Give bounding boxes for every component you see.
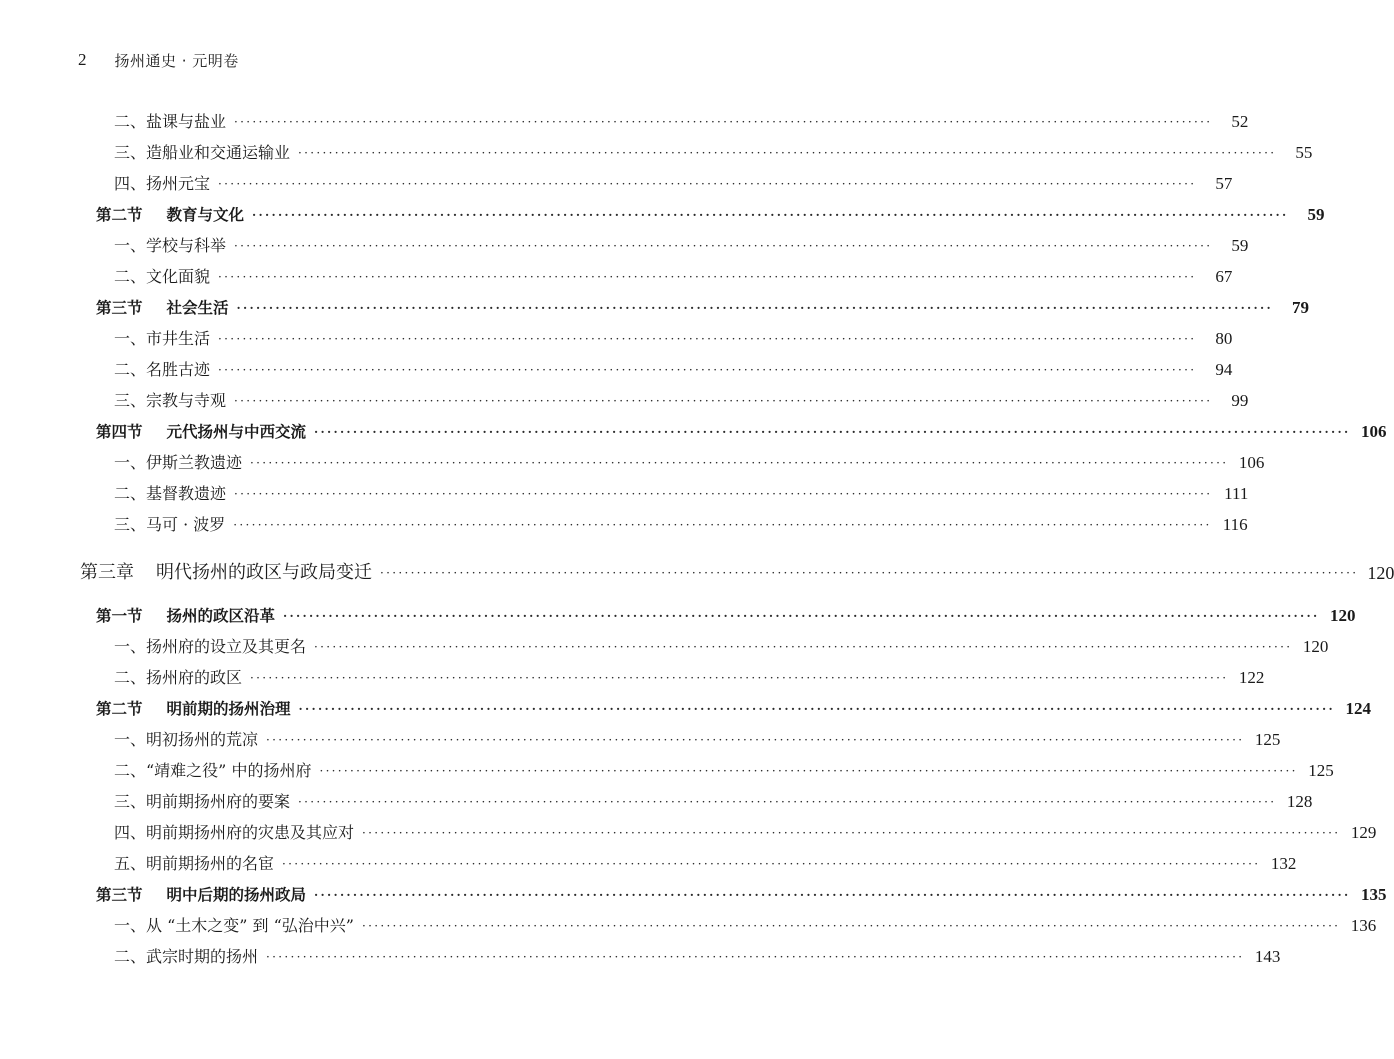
section-number: 第二节 xyxy=(96,700,143,718)
dot-leader: ································································································································································ xyxy=(314,640,1293,654)
entry-page-number: 120 xyxy=(1302,637,1329,656)
entry-page-number: 129 xyxy=(1350,823,1377,842)
entry-label: 四、明前期扬州府的灾患及其应对 xyxy=(114,823,355,842)
toc-entry[interactable] xyxy=(114,789,1313,813)
chapter-heading xyxy=(80,562,372,584)
entry-label: 一、学校与科举 xyxy=(114,236,227,255)
entry-page-number: 132 xyxy=(1270,854,1297,873)
dot-leader: ································································································································································ xyxy=(266,950,1245,964)
toc-entry[interactable] xyxy=(114,388,1249,412)
toc-entry[interactable] xyxy=(114,140,1313,164)
dot-leader: ································································································································································ xyxy=(319,764,1298,778)
toc-section-entry[interactable] xyxy=(96,603,1356,627)
entry-page-number: 128 xyxy=(1286,792,1313,811)
section-heading xyxy=(96,297,229,319)
toc-chapter-entry[interactable] xyxy=(80,556,1394,584)
entry-page-number: 52 xyxy=(1231,112,1249,131)
toc-entry[interactable] xyxy=(114,634,1329,658)
toc-entry[interactable] xyxy=(114,450,1265,474)
dot-leader: ································································································································································ xyxy=(314,425,1351,439)
section-number: 第四节 xyxy=(96,423,143,441)
toc-entry[interactable] xyxy=(114,727,1281,751)
section-title: 扬州的政区沿革 xyxy=(166,607,276,625)
chapter-title: 明代扬州的政区与政局变迁 xyxy=(156,562,372,583)
dot-leader: ································································································································································ xyxy=(361,919,1341,933)
toc-section-entry[interactable] xyxy=(96,696,1371,720)
entry-page-number: 80 xyxy=(1215,329,1233,348)
dot-leader: ································································································································································ xyxy=(298,702,1335,716)
entry-page-number: 136 xyxy=(1350,916,1377,935)
entry-page-number: 125 xyxy=(1308,761,1334,780)
section-heading xyxy=(96,204,244,226)
dot-leader: ································································································································································ xyxy=(218,363,1197,377)
dot-leader: ································································································································································ xyxy=(314,888,1351,902)
entry-label: 一、市井生活 xyxy=(114,329,211,348)
entry-label: 二、名胜古迹 xyxy=(114,360,211,379)
toc-entry[interactable] xyxy=(114,357,1233,381)
dot-leader: ································································································································································ xyxy=(298,146,1277,160)
entry-page-number: 106 xyxy=(1360,422,1387,441)
entry-label: 四、扬州元宝 xyxy=(114,174,211,193)
dot-leader: ································································································································································ xyxy=(362,826,1341,840)
section-number: 第一节 xyxy=(96,607,143,625)
entry-label: 一、从 “土木之变” 到 “弘治中兴” xyxy=(114,916,354,935)
header-book-title: 扬州通史 · 元明卷 xyxy=(114,51,239,70)
toc-entry[interactable] xyxy=(114,481,1249,505)
toc-entry[interactable] xyxy=(114,109,1249,133)
toc-entry[interactable] xyxy=(114,665,1265,689)
entry-label: 二、武宗时期的扬州 xyxy=(114,947,259,966)
entry-page-number: 122 xyxy=(1238,668,1265,687)
toc-section-entry[interactable] xyxy=(96,202,1325,226)
dot-leader: ································································································································································ xyxy=(380,566,1359,580)
section-number: 第三节 xyxy=(96,886,143,904)
section-number: 第三节 xyxy=(96,299,143,317)
section-title: 社会生活 xyxy=(166,299,229,317)
section-heading xyxy=(96,605,275,627)
dot-leader: ································································································································································ xyxy=(218,332,1197,346)
toc-entry[interactable] xyxy=(114,326,1233,350)
section-title: 元代扬州与中西交流 xyxy=(166,423,307,441)
entry-label: 三、马可 · 波罗 xyxy=(114,515,226,534)
entry-page-number: 135 xyxy=(1360,885,1387,904)
entry-label: 一、伊斯兰教遗迹 xyxy=(114,453,243,472)
entry-page-number: 59 xyxy=(1231,236,1249,255)
chapter-number: 第三章 xyxy=(80,562,134,583)
dot-leader: ································································································································································ xyxy=(233,518,1212,532)
entry-page-number: 125 xyxy=(1254,730,1281,749)
entry-page-number: 99 xyxy=(1231,391,1249,410)
dot-leader: ································································································································································ xyxy=(234,115,1213,129)
toc-section-entry[interactable] xyxy=(96,419,1387,443)
entry-page-number: 124 xyxy=(1345,699,1371,718)
entry-page-number: 57 xyxy=(1215,174,1233,193)
toc-entry[interactable] xyxy=(114,171,1233,195)
toc-section-entry[interactable] xyxy=(96,882,1387,906)
toc-entry[interactable] xyxy=(114,820,1377,844)
entry-label: 三、造船业和交通运输业 xyxy=(114,143,291,162)
entry-page-number: 55 xyxy=(1295,143,1313,162)
entry-label: 二、基督教遗迹 xyxy=(114,484,227,503)
entry-page-number: 111 xyxy=(1224,484,1249,503)
entry-label: 三、宗教与寺观 xyxy=(114,391,227,410)
entry-page-number: 106 xyxy=(1238,453,1265,472)
section-title: 明中后期的扬州政局 xyxy=(166,886,307,904)
entry-label: 一、扬州府的设立及其更名 xyxy=(114,637,307,656)
entry-page-number: 59 xyxy=(1307,205,1325,224)
entry-page-number: 120 xyxy=(1367,563,1394,583)
dot-leader: ································································································································································ xyxy=(236,301,1273,315)
entry-page-number: 94 xyxy=(1215,360,1233,379)
entry-page-number: 116 xyxy=(1222,515,1248,534)
entry-label: 五、明前期扬州的名宦 xyxy=(114,854,275,873)
section-title: 教育与文化 xyxy=(166,206,245,224)
header-page-number: 2 xyxy=(78,50,87,69)
entry-label: 一、明初扬州的荒凉 xyxy=(114,730,259,749)
entry-label: 二、盐课与盐业 xyxy=(114,112,227,131)
dot-leader: ································································································································································ xyxy=(234,239,1213,253)
entry-page-number: 67 xyxy=(1215,267,1233,286)
dot-leader: ································································································································································ xyxy=(282,857,1261,871)
section-heading xyxy=(96,421,306,443)
entry-page-number: 143 xyxy=(1254,947,1281,966)
toc-entry[interactable] xyxy=(114,233,1249,257)
dot-leader: ································································································································································ xyxy=(252,208,1289,222)
dot-leader: ································································································································································ xyxy=(250,671,1229,685)
section-heading xyxy=(96,698,291,720)
dot-leader: ································································································································································ xyxy=(218,177,1197,191)
entry-page-number: 120 xyxy=(1329,606,1356,625)
entry-label: 二、扬州府的政区 xyxy=(114,668,243,687)
toc-entry[interactable] xyxy=(114,264,1233,288)
section-heading xyxy=(96,884,306,906)
entry-label: 三、明前期扬州府的要案 xyxy=(114,792,291,811)
dot-leader: ································································································································································ xyxy=(250,456,1229,470)
toc-section-entry[interactable] xyxy=(96,295,1309,319)
section-number: 第二节 xyxy=(96,206,143,224)
dot-leader: ································································································································································ xyxy=(283,609,1320,623)
toc-entry[interactable] xyxy=(114,851,1297,875)
dot-leader: ································································································································································ xyxy=(266,733,1245,747)
dot-leader: ································································································································································ xyxy=(234,487,1213,501)
entry-page-number: 79 xyxy=(1291,298,1309,317)
toc-entry[interactable] xyxy=(114,944,1281,968)
dot-leader: ································································································································································ xyxy=(298,795,1277,809)
section-title: 明前期的扬州治理 xyxy=(166,700,291,718)
entry-label: 二、“靖难之役” 中的扬州府 xyxy=(114,761,312,780)
entry-label: 二、文化面貌 xyxy=(114,267,211,286)
toc-entry[interactable] xyxy=(114,913,1377,937)
toc-entry[interactable] xyxy=(114,758,1334,782)
dot-leader: ································································································································································ xyxy=(218,270,1197,284)
dot-leader: ································································································································································ xyxy=(234,394,1213,408)
toc-entry[interactable] xyxy=(114,512,1248,536)
